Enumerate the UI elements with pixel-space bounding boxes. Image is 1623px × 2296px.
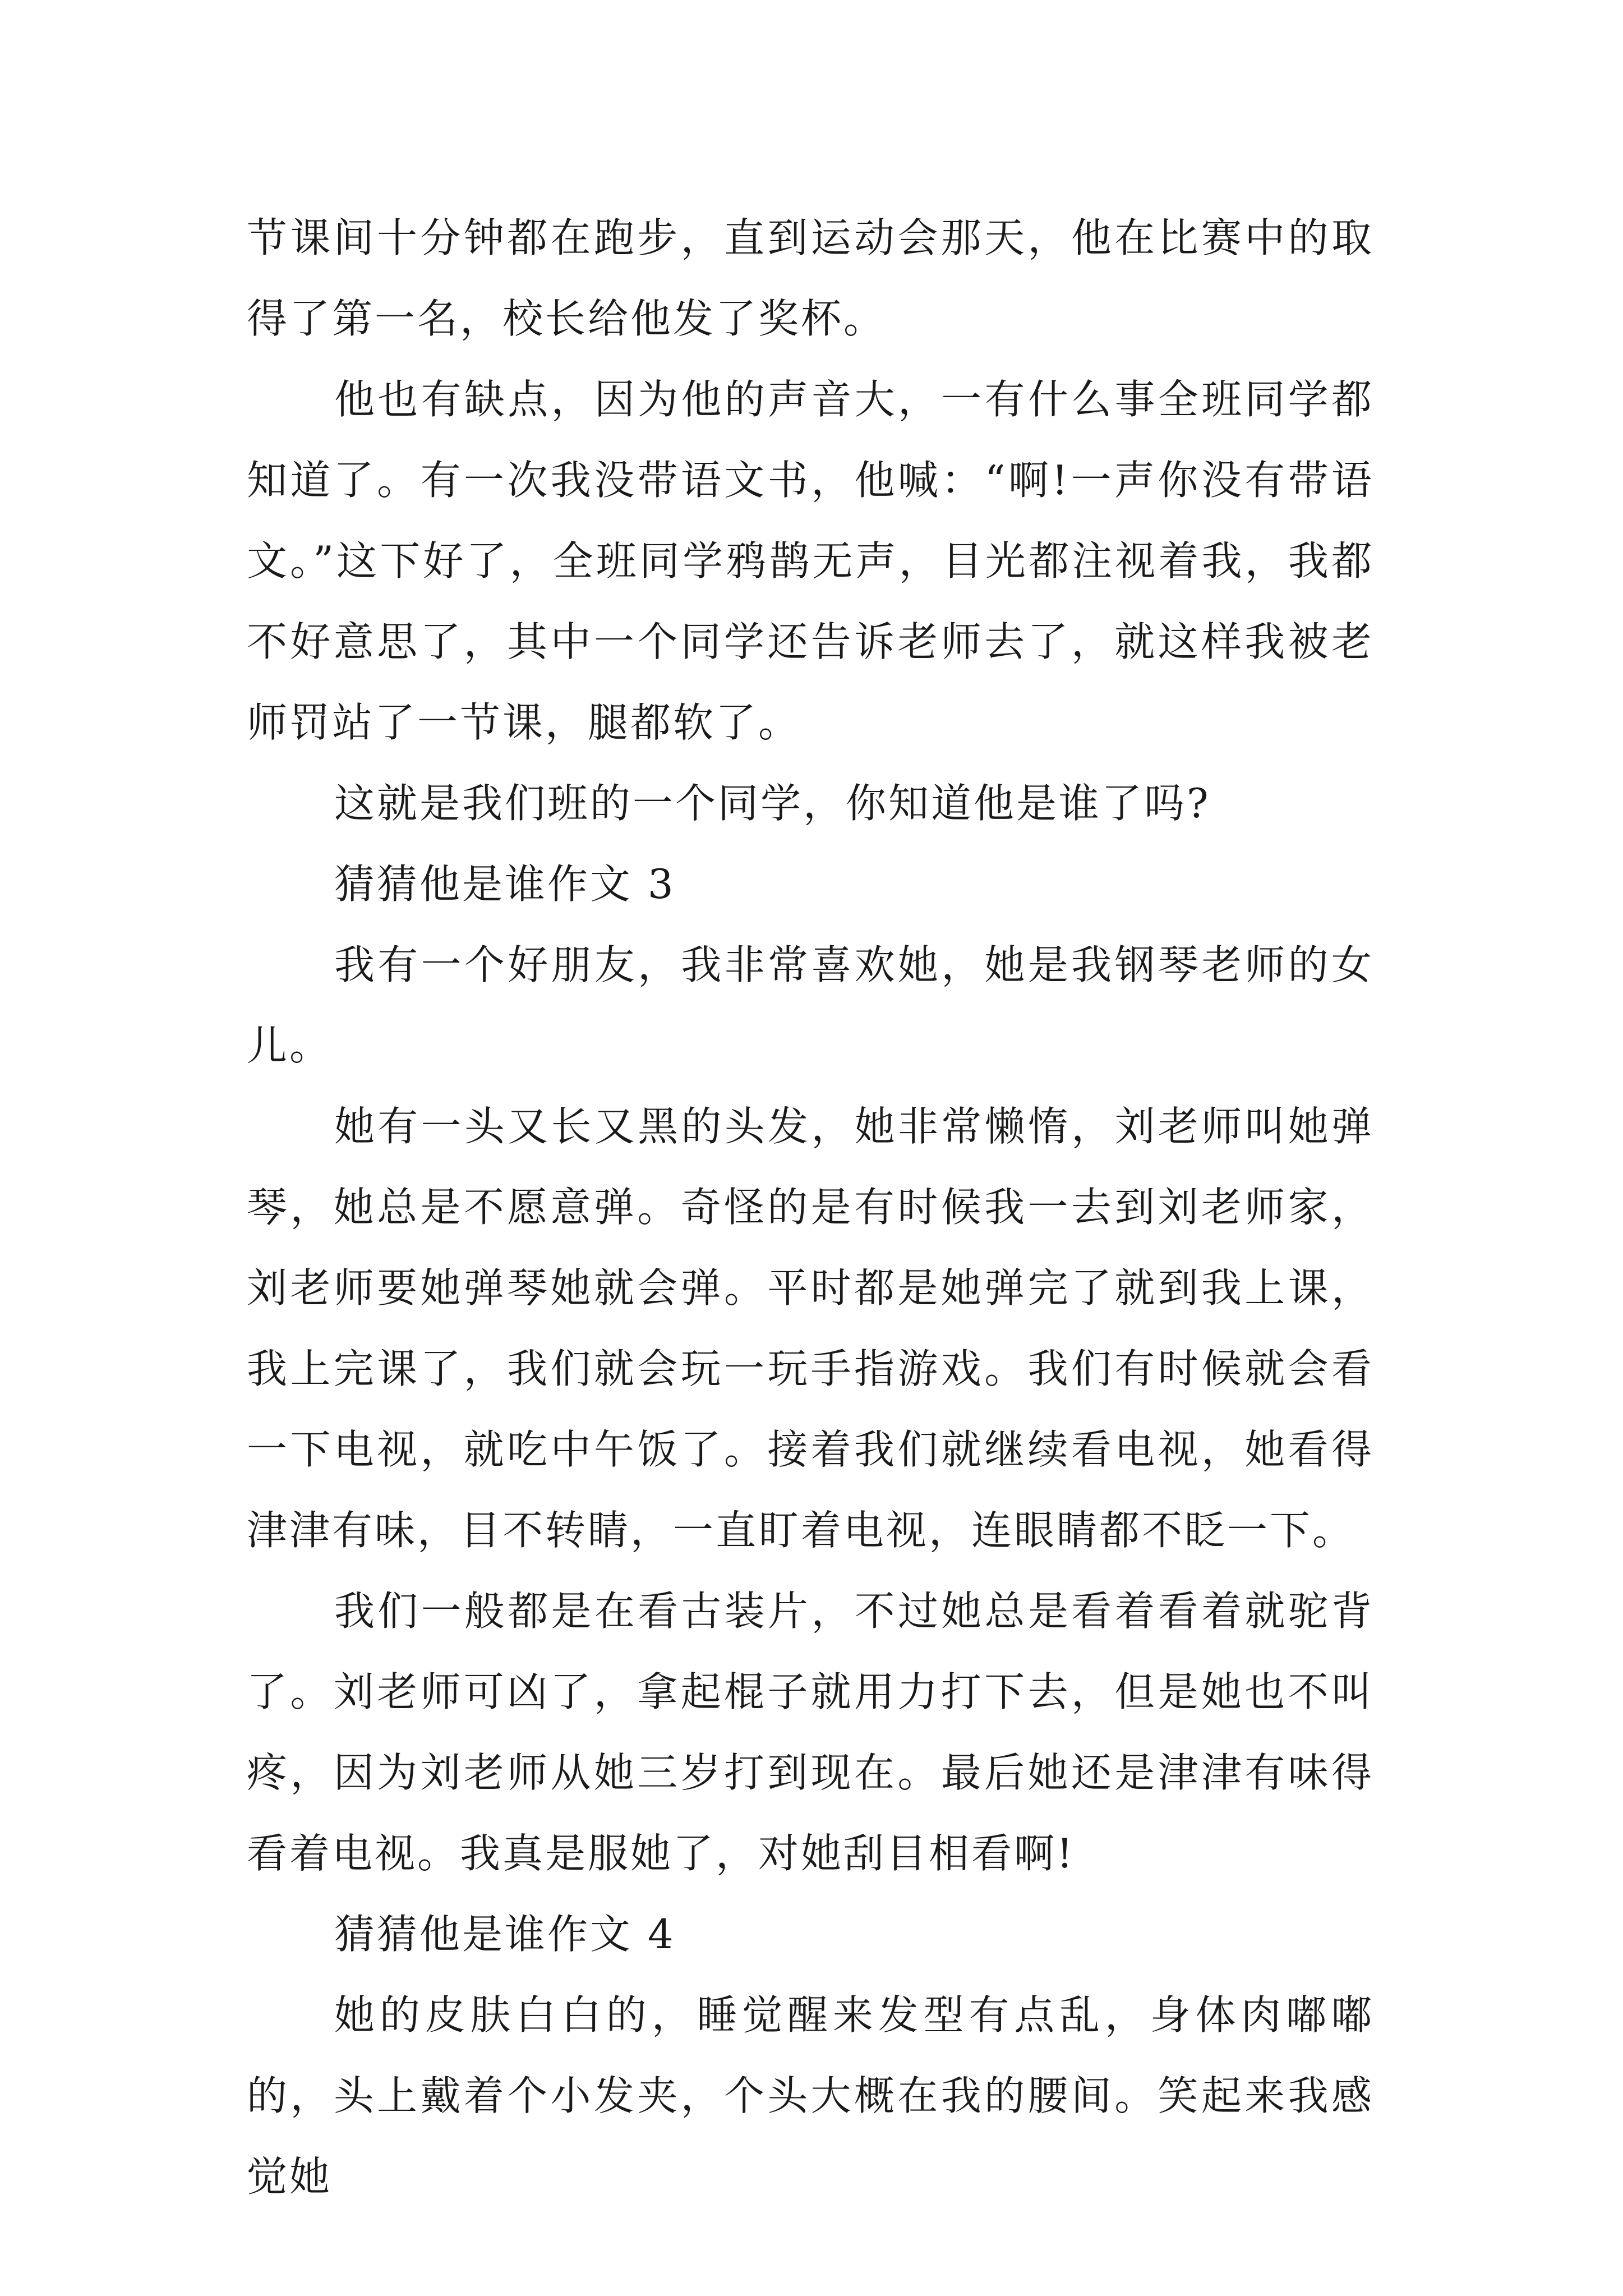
paragraph: 我有一个好朋友，我非常喜欢她，她是我钢琴老师的女儿。 — [247, 941, 1374, 1069]
paragraph: 她的皮肤白白的，睡觉醒来发型有点乱，身体肉嘟嘟的，头上戴着个小发夹，个头大概在我的腰间。笑起来我感觉她 — [247, 1991, 1374, 2200]
section-heading: 猜猜他是谁作文 4 — [334, 1911, 676, 1958]
section-heading: 猜猜他是谁作文 3 — [334, 861, 676, 908]
paragraph: 我们一般都是在看古装片，不过她总是看着看着就驼背了。刘老师可凶了，拿起棍子就用力打下去，但是她也不叫疼，因为刘老师从她三岁打到现在。最后她还是津津有味得看着电视。我真是服她了，对她刮目相看啊! — [247, 1588, 1374, 1877]
paragraph: 他也有缺点，因为他的声音大，一有什么事全班同学都知道了。有一次我没带语文书，他喊：“啊!一声你没有带语文。”这下好了，全班同学鸦鹊无声，目光都注视着我，我都不好意思了，其中一个同学还告诉老师去了，就这样我被老师罚站了一节课，腿都软了。 — [247, 376, 1374, 746]
paragraph: 她有一头又长又黑的头发，她非常懒惰，刘老师叫她弹琴，她总是不愿意弹。奇怪的是有时候我一去到刘老师家，刘老师要她弹琴她就会弹。平时都是她弹完了就到我上课，我上完课了，我们就会玩一玩手指游戏。我们有时候就会看一下电视，就吃中午饭了。接着我们就继续看电视，她看得津津有味，目不转睛，一直盯着电视，连眼睛都不眨一下。 — [247, 1103, 1374, 1554]
paragraph-continuation: 节课间十分钟都在跑步，直到运动会那天，他在比赛中的取得了第一名，校长给他发了奖杯。 — [247, 214, 1374, 342]
article-body — [247, 197, 1374, 2217]
paragraph: 这就是我们班的一个同学，你知道他是谁了吗? — [334, 780, 1211, 827]
